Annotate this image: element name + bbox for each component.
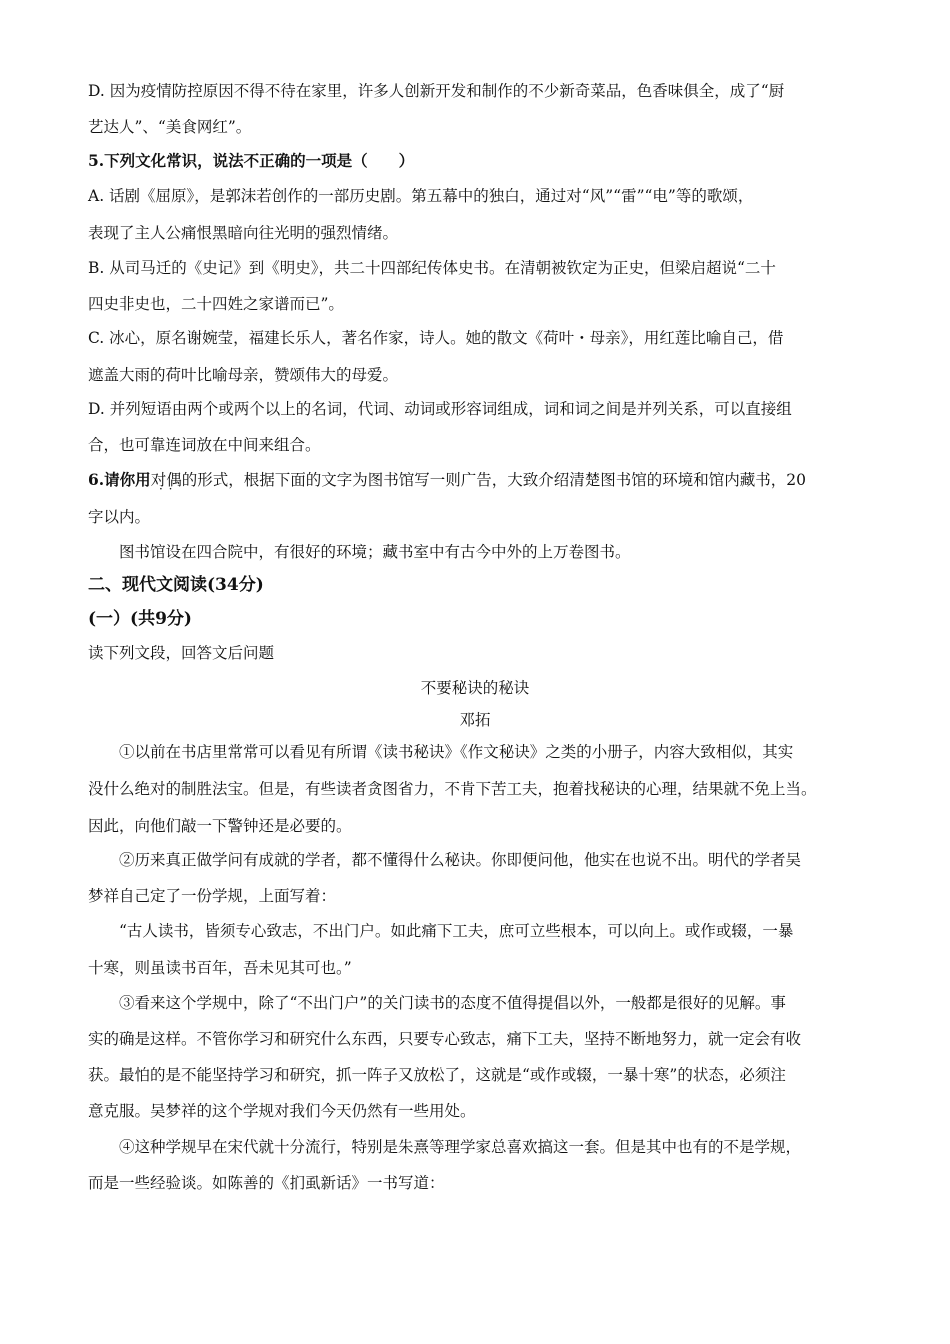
paragraph-1-line1: ①以前在书店里常常可以看见有所谓《读书秘诀》《作文秘诀》之类的小册子，内容大致相似，其实 (119, 743, 794, 761)
paragraph-2-line2: 梦祥自己定了一份学规，上面写着： (88, 887, 337, 905)
paragraph-1-line2: 没什么绝对的制胜法宝。但是，有些读者贪图省力，不肯下苦工夫，抱着找秘诀的心理，结果就不免上当。 (88, 780, 817, 798)
paragraph-2-line1: ②历来真正做学问有成就的学者，都不懂得什么秘诀。你即便问他，他实在也说不出。明代的学者吴 (119, 851, 802, 869)
q5-option-a-line1: A. 话剧《屈原》，是郭沫若创作的一部历史剧。第五幕中的独白，通过对“风”“雷”“电”等的歌颂， (88, 187, 754, 205)
quote-line1: “古人读书，皆须专心致志，不出门户。如此痛下工夫，庶可立些根本，可以向上。或作或辍，一暴 (119, 922, 794, 940)
paragraph-4-line2: 而是一些经验谈。如陈善的《扪虱新话》一书写道： (88, 1174, 445, 1192)
q4-option-d-line2: 艺达人”、“美食网红”。 (88, 118, 252, 136)
part2-sub-heading: (一）(共9分) (88, 609, 192, 629)
q6-stem-prefix: 6.请你用 (88, 470, 151, 489)
part2-heading: 二、现代文阅读(34分) (88, 575, 264, 595)
q5-option-b-line1: B. 从司马迁的《史记》到《明史》，共二十四部纪传体史书。在清朝被钦定为正史，但梁启超说“二十 (88, 259, 776, 277)
q5-option-c-line1: C. 冰心，原名谢婉莹，福建长乐人，著名作家，诗人。她的散文《荷叶・母亲》，用红莲比喻自己，借 (88, 329, 784, 347)
q5-option-d-line2: 合，也可靠连词放在中间来组合。 (88, 436, 321, 454)
article-author: 邓拓 (459, 711, 491, 729)
q6-stem-suffix: 的形式，根据下面的文字为图书馆写一则广告，大致介绍清楚图书馆的环境和馆内藏书，20 (181, 471, 806, 489)
q4-option-d-line1: D. 因为疫情防控原因不得不待在家里，许多人创新开发和制作的不少新奇菜品，色香味俱全，成了“厨 (88, 82, 785, 100)
q6-stem (88, 470, 868, 490)
quote-line2: 十寒，则虽读书百年，吾未见其可也。” (88, 959, 352, 977)
q6-stem-line2: 字以内。 (88, 508, 151, 526)
q5-option-c-line2: 遮盖大雨的荷叶比喻母亲，赞颂伟大的母爱。 (88, 366, 399, 384)
paragraph-4-line1: ④这种学规早在宋代就十分流行，特别是朱熹等理学家总喜欢搞这一套。但是其中也有的不是学规， (119, 1138, 802, 1156)
paragraph-1-line3: 因此，向他们敲一下警钟还是必要的。 (88, 817, 352, 835)
paragraph-3-line3: 获。最怕的是不能坚持学习和研究，抓一阵子又放松了，这就是“或作或辍，一暴十寒”的状态，必须注 (88, 1066, 786, 1084)
paragraph-3-line1: ③看来这个学规中，除了“不出门户”的关门读书的态度不值得提倡以外，一般都是很好的见解。事 (119, 994, 786, 1012)
paragraph-3-line2: 实的确是这样。不管你学习和研究什么东西，只要专心致志，痛下工夫，坚持不断地努力，就一定会有收 (88, 1030, 802, 1048)
q5-option-d-line1: D. 并列短语由两个或两个以上的名词，代词、动词或形容词组成，词和词之间是并列关系，可以直接组 (88, 400, 792, 418)
q6-material: 图书馆设在四合院中，有很好的环境；藏书室中有古今中外的上万卷图书。 (119, 543, 631, 561)
paragraph-3-line4: 意克服。吴梦祥的这个学规对我们今天仍然有一些用处。 (88, 1102, 476, 1120)
q6-emphasis-word: 对偶 · · (151, 470, 182, 490)
article-title: 不要秘诀的秘诀 (420, 679, 530, 697)
reading-instruction: 读下列文段，回答文后问题 (88, 644, 275, 662)
q5-option-b-line2: 四史非史也，二十四姓之家谱而已”。 (88, 295, 344, 313)
q5-stem: 5.下列文化常识，说法不正确的一项是（ ） (88, 151, 415, 170)
q5-option-a-line2: 表现了主人公痛恨黑暗向往光明的强烈情绪。 (88, 224, 399, 242)
